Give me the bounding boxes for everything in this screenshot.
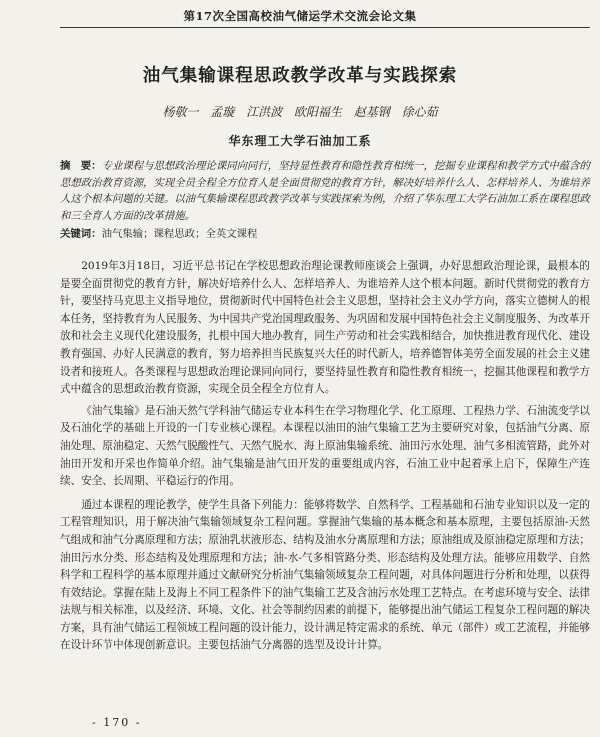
body-text: [60, 258, 590, 659]
keywords-label: 关键词：: [60, 228, 102, 240]
running-header: 第17次全国高校油气储运学术交流会论文集: [183, 9, 417, 23]
keywords-block: [60, 226, 590, 242]
page-number: - 170 -: [92, 716, 142, 729]
abstract-text: 专业课程与思想政治理论课同向同行，坚持显性教育和隐性教育相统一，挖掘专业课程和教学方式中蕴含的思想政治教育资源，实现全员全程全方位育人是全面贯彻党的教育方针，解决好培养什么人、怎样培养人、为谁培养人这个根本问题的关键。以油气集输课程思政教学改革与实践探索为例，介绍了华东理工大学石油加工系在课程思政和三全育人方面的改革措施。: [60, 160, 590, 222]
keywords-text: 油气集输；课程思政；全英文课程: [101, 228, 258, 240]
abstract-label: 摘 要：: [60, 160, 102, 172]
body-paragraph: 通过本课程的理论教学，使学生具备下列能力：能够将数学、自然科学、工程基础和石油专业知识以及一定的工程管理知识，用于解决油气集输领域复杂工程问题。掌握油气集输的基本概念和基本原理，主要包括原油-天然气组成和油气分离原理和方法；原油乳状液形态、结构及油水分离原理和方法；原油组成及原油稳定原理和方法；油田污水分类、形态结构及处理原理和方法；油-水-气多相管路分类、形态结构及处理方法。能够应用数学、自然科学和工程科学的基本原理并通过文献研究分析油气集输领域复杂工程问题，对具体问题进行分析和处理，以获得有效结论。掌握在陆上及海上不同工程条件下的油气集输工艺及含油污水处理工艺特点。在考虑环境与安全、法律法规与相关标准，以及经济、环境、文化、社会等制约因素的前提下，能够提出油气储运工程复杂工程问题的解决方案，具有油气储运工程领域工程问题的设计能力，设计满足特定需求的系统、单元（部件）或工艺流程，并能够在设计环节中体现创新意识。主要包括油气分离器的选型及设计计算。: [60, 498, 590, 652]
affiliation: 华东理工大学石油加工系: [228, 134, 372, 148]
article-title: 油气集输课程思政教学改革与实践探索: [142, 66, 458, 86]
header-divider: [60, 27, 590, 28]
body-paragraph: 《油气集输》是石油天然气学科油气储运专业本科生在学习物理化学、化工原理、工程热力学、石油流变学以及石油化学的基础上开设的一门专业核心课程。本课程以油田的油气集输工艺为主要研究对象，包括油气分离、原油处理、原油稳定、天然气脱酸性气、天然气脱水、海上原油集输系统、油田污水处理、油气多相流管路，此外对油田开发和开采也作简单介绍。油气集输是油气田开发的重要组成内容，石油工业中起着承上启下，保障生产连续、安全、长周期、平稳运行的作用。: [60, 404, 590, 488]
author-list: 杨敬一 孟璇 江洪波 欧阳福生 赵基钢 徐心茹: [162, 105, 438, 119]
abstract-block: [60, 158, 590, 224]
body-paragraph: 2019年3月18日，习近平总书记在学校思想政治理论课教师座谈会上强调，办好思想政治理论课，最根本的是要全面贯彻党的教育方针，解决好培养什么人、怎样培养人、为谁培养人这个根本问题。新时代贯彻党的教育方针，要坚持马克思主义指导地位，贯彻新时代中国特色社会主义思想，坚持社会主义办学方向，落实立德树人的根本任务，坚持教育为人民服务、为中国共产党治国理政服务、为巩固和发展中国特色社会主义制度服务、为改革开放和社会主义现代化建设服务，扎根中国大地办教育，同生产劳动和社会实践相结合，加快推进教育现代化、建设教育强国、办好人民满意的教育，努力培养担当民族复兴大任的时代新人，培养德智体美劳全面发展的社会主义建设者和接班人。各类课程与思想政治理论课同向同行，要坚持显性教育和隐性教育相统一，挖掘其他课程和教学方式中蕴含的思想政治教育资源，实现全员全程全方位育人。: [60, 260, 590, 396]
